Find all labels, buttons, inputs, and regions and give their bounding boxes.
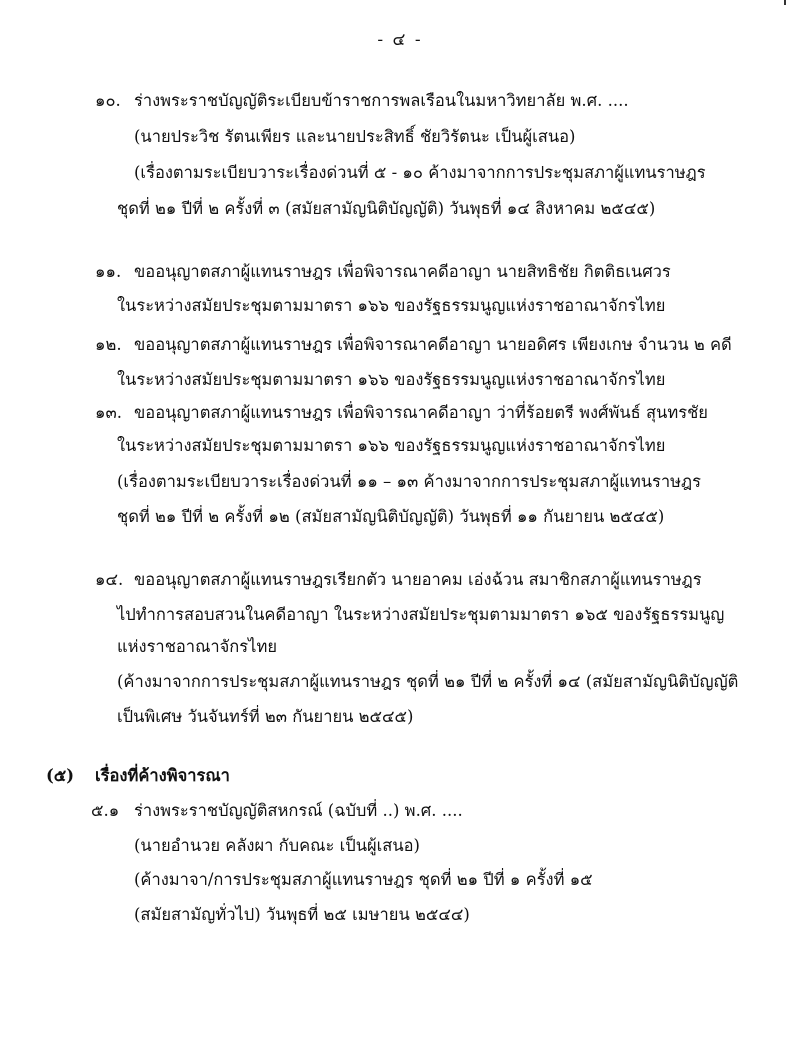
item-text-line: (เรื่องตามระเบียบวาระเรื่องด่วนที่ ๑๑ – ๑๓ ค้างมาจากการประชุมสภาผู้แทนราษฎร — [117, 472, 701, 491]
section-title: เรื่องที่ค้างพิจารณา — [95, 766, 230, 785]
item-number: ๑๐. — [95, 91, 121, 110]
item-text-line: (นายประวิช รัตนเพียร และนายประสิทธิ์ ชัยวิรัตนะ เป็นผู้เสนอ) — [134, 127, 576, 146]
sub-item-number: ๕.๑ — [91, 801, 120, 820]
item-number: ๑๒. — [95, 335, 122, 354]
item-text-line: เป็นพิเศษ วันจันทร์ที่ ๒๓ กันยายน ๒๕๔๕) — [117, 707, 414, 726]
item-text-line: ขออนุญาตสภาผู้แทนราษฎรเรียกตัว นายอาคม เอ่งฉ้วน สมาชิกสภาผู้แทนราษฎร — [134, 570, 702, 589]
page-number: - ๔ - — [377, 30, 423, 50]
item-text-line: (ค้างมาจากการประชุมสภาผู้แทนราษฎร ชุดที่ ๒๑ ปีที่ ๒ ครั้งที่ ๑๔ (สมัยสามัญนิติบัญญัติ — [117, 672, 739, 691]
item-number: ๑๓. — [95, 403, 122, 422]
item-text-line: (เรื่องตามระเบียบวาระเรื่องด่วนที่ ๕ - ๑๐ ค้างมาจากการประชุมสภาผู้แทนราษฎร — [134, 163, 706, 182]
item-text-line: ร่างพระราชบัญญัติระเบียบข้าราชการพลเรือนในมหาวิทยาลัย พ.ศ. .... — [134, 91, 629, 110]
item-text-line: ชุดที่ ๒๑ ปีที่ ๒ ครั้งที่ ๓ (สมัยสามัญนิติบัญญัติ) วันพุธที่ ๑๔ สิงหาคม ๒๕๔๕) — [117, 199, 656, 218]
item-number: ๑๑. — [95, 262, 122, 281]
item-text-line: ในระหว่างสมัยประชุมตามมาตรา ๑๖๖ ของรัฐธรรมนูญแห่งราชอาณาจักรไทย — [117, 296, 666, 315]
item-text-line: (สมัยสามัญทั่วไป) วันพุธที่ ๒๕ เมษายน ๒๕๔๔) — [134, 905, 470, 924]
item-text-line: ในระหว่างสมัยประชุมตามมาตรา ๑๖๖ ของรัฐธรรมนูญแห่งราชอาณาจักรไทย — [117, 436, 666, 455]
scan-mark — [784, 0, 786, 5]
section-number: (๕) — [46, 766, 75, 785]
item-text-line: ขออนุญาตสภาผู้แทนราษฎร เพื่อพิจารณาคดีอาญา นายอดิศร เพียงเกษ จำนวน ๒ คดี — [134, 335, 732, 354]
item-number: ๑๔. — [95, 570, 124, 589]
item-text-line: แห่งราชอาณาจักรไทย — [117, 637, 278, 656]
item-text-line: ไปทำการสอบสวนในคดีอาญา ในระหว่างสมัยประชุมตามมาตรา ๑๖๕ ของรัฐธรรมนูญ — [117, 605, 725, 624]
item-text-line: ในระหว่างสมัยประชุมตามมาตรา ๑๖๖ ของรัฐธรรมนูญแห่งราชอาณาจักรไทย — [117, 370, 666, 389]
item-text-line: ชุดที่ ๒๑ ปีที่ ๒ ครั้งที่ ๑๒ (สมัยสามัญนิติบัญญัติ) วันพุธที่ ๑๑ กันยายน ๒๕๔๕) — [117, 507, 665, 526]
item-text-line: (นายอำนวย คลังผา กับคณะ เป็นผู้เสนอ) — [134, 836, 420, 855]
item-text-line: ขออนุญาตสภาผู้แทนราษฎร เพื่อพิจารณาคดีอาญา นายสิทธิชัย กิตติธเนศวร — [134, 262, 671, 281]
item-text-line: ร่างพระราชบัญญัติสหกรณ์ (ฉบับที่ ..) พ.ศ. .... — [134, 801, 463, 820]
item-text-line: ขออนุญาตสภาผู้แทนราษฎร เพื่อพิจารณาคดีอาญา ว่าที่ร้อยตรี พงศ์พันธ์ สุนทรชัย — [134, 403, 708, 422]
item-text-line: (ค้างมาจา/การประชุมสภาผู้แทนราษฎร ชุดที่ ๒๑ ปีที่ ๑ ครั้งที่ ๑๕ — [134, 870, 593, 889]
